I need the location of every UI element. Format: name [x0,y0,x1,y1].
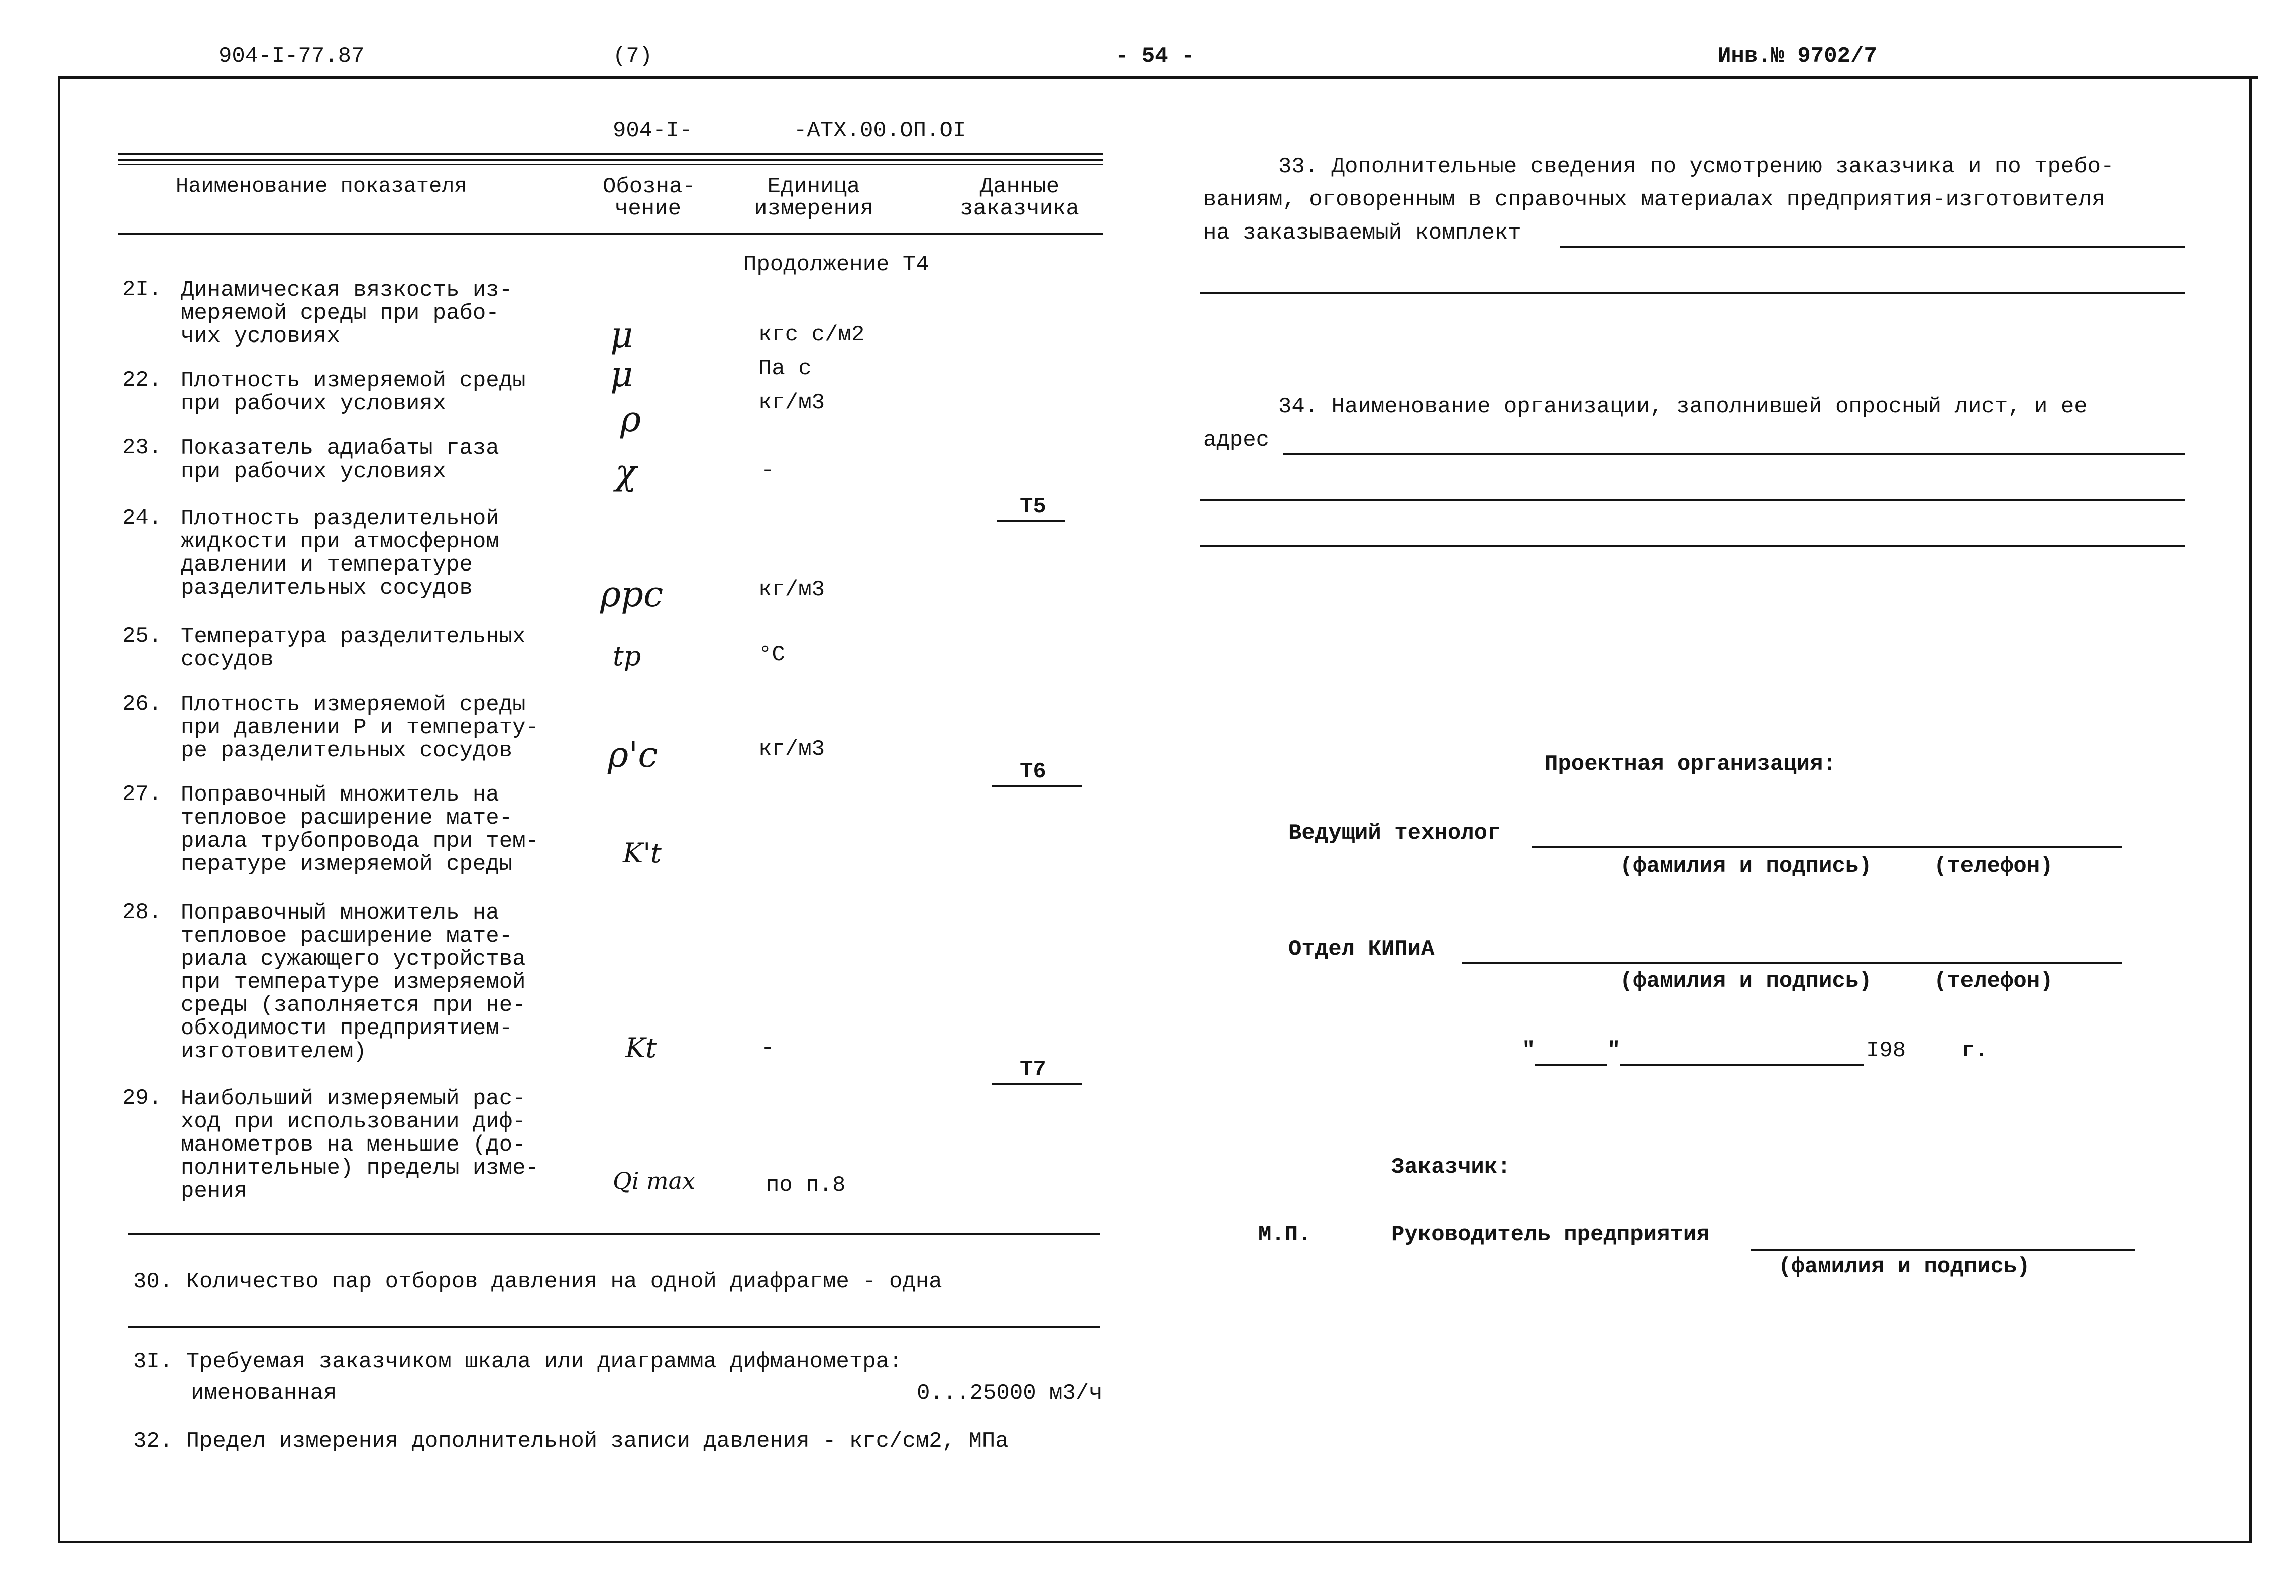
item-33-line2: ваниям, оговоренным в справочных материалах предприятия-изготовителя [1203,187,2105,212]
item-30: 30. Количество пар отборов давления на одной диафрагме - одна [133,1269,942,1294]
row-number: 24. [122,506,162,531]
kip-dept-line[interactable] [1462,962,2122,964]
table-rule-top2 [118,159,1103,161]
kip-sig-hint: (фамилия и подпись) [1620,969,1872,994]
inventory-number: Инв.№ 9702/7 [1718,44,1877,69]
row-text: Температура разделительных сосудов [181,624,526,672]
frame-bottom [58,1541,2252,1543]
item-31-range: 0...25000 м3/ч [917,1381,1103,1406]
customer-mark-t5: Т5 [1020,494,1046,519]
item-31-type: именованная [191,1381,337,1406]
continuation-label: Продолжение Т4 [743,252,929,277]
col-header-customer: Данные заказчика [960,174,1079,221]
frame-left [58,76,60,1543]
customer-title: Заказчик: [1391,1155,1511,1180]
customer-mark-t6: Т6 [1020,759,1046,784]
lead-phone-hint: (телефон) [1934,854,2053,879]
row-unit: кг/м3 [758,577,825,602]
kip-phone-hint: (телефон) [1934,969,2053,994]
row-text: Показатель адиабаты газа при рабочих условиях [181,436,499,484]
lead-technologist-line[interactable] [1532,846,2122,848]
row-number: 29. [122,1086,162,1111]
item-30-rule [128,1326,1100,1328]
col-header-name: Наименование показателя [176,174,467,198]
frame-top [58,76,2258,79]
table-rule-top1 [118,153,1103,155]
item-34-fill-line-2[interactable] [1200,499,2185,501]
head-sig-hint: (фамилия и подпись) [1778,1254,2030,1279]
customer-mark-t7: Т7 [1020,1057,1046,1082]
frame-right [2249,76,2252,1543]
row-unit: - [761,458,775,483]
row-number: 25. [122,624,162,649]
row-number: 2I. [122,277,162,302]
lead-sig-hint: (фамилия и подпись) [1620,854,1872,879]
stamp-code-prefix: 904-I- [613,118,693,143]
row-unit: кг/м3 [758,390,825,415]
item-34-fill-line[interactable] [1283,453,2185,455]
row-symbol: ρ [620,399,641,440]
stamp-place-label: М.П. [1258,1222,1311,1247]
row-unit: - [761,1036,775,1061]
row-text: Поправочный множитель на тепловое расширение мате- риала трубопровода при тем- пературе измеряемой среды [181,782,539,877]
row-text: Наибольший измеряемый рас- ход при использовании диф- манометров на меньшие (до- полнительные) пределы изме- рения [181,1086,539,1204]
row-symbol: Kt [625,1032,657,1064]
row-text: Поправочный множитель на тепловое расширение мате- риала сужающего устройства при температуре измеряемой среды (заполняется при не- обходимости предприятием- изготовителем) [181,900,526,1064]
table-rule-header-bottom [118,233,1103,235]
date-day-line[interactable] [1535,1064,1607,1066]
date-quote-close: " [1607,1038,1621,1063]
row-number: 26. [122,692,162,717]
item-32: 32. Предел измерения дополнительной записи давления - кгс/см2, МПа [133,1429,1009,1454]
row-number: 23. [122,435,162,461]
row-unit: по п.8 [766,1173,846,1198]
page-number: - 54 - [1115,44,1195,69]
row-symbol: χ [615,451,637,493]
row-number: 22. [122,368,162,393]
row-symbol: K't [623,837,662,869]
item-31-line1: 3I. Требуемая заказчиком шкала или диаграмма дифманометра: [133,1349,903,1375]
item-33-fill-line-2[interactable] [1200,292,2185,294]
customer-mark-t5-line [997,520,1065,522]
item-34-fill-line-3[interactable] [1200,545,2185,547]
row-text: Плотность измеряемой среды при давлении Р и температу- ре разделительных сосудов [181,692,539,763]
item-33-line1: 33. Дополнительные сведения по усмотрению заказчика и по требо- [1278,154,2114,179]
date-year: I98 [1866,1038,1906,1063]
col-header-symbol: Обозна- чение [603,174,696,221]
item-34-line2: адрес [1203,428,1270,453]
row-symbol: tр [613,640,641,672]
row-unit: °C [758,642,785,667]
row-unit: кгс с/м2 [758,322,865,348]
table-rule-bottom [128,1233,1100,1235]
date-quote-open: " [1522,1038,1536,1063]
head-of-enterprise-label: Руководитель предприятия [1391,1222,1710,1247]
date-year-suffix: г. [1961,1038,1988,1063]
row-symbol: μ [610,314,633,356]
lead-technologist-label: Ведущий технолог [1288,821,1501,846]
row-text: Динамическая вязкость из- меряемой среды при рабо- чих условиях [181,278,513,349]
customer-mark-t7-line [992,1083,1082,1085]
row-symbol: ρ'с [608,734,658,775]
doc-code: 904-I-77.87 [218,44,365,69]
row-unit: кг/м3 [758,737,825,762]
head-of-enterprise-line[interactable] [1751,1249,2135,1251]
row-symbol: Qi max [613,1167,696,1194]
sheet-number: (7) [613,44,653,69]
row-number: 28. [122,900,162,925]
kip-dept-label: Отдел КИПиА [1288,937,1435,962]
design-org-title: Проектная организация: [1545,752,1836,777]
col-header-unit: Единица измерения [754,174,873,221]
row-number: 27. [122,782,162,807]
row-symbol: μ [610,354,633,395]
row-text: Плотность измеряемой среды при рабочих условиях [181,368,526,416]
row-text: Плотность разделительной жидкости при атмосферном давлении и температуре разделительных сосудов [181,506,499,601]
date-month-line[interactable] [1620,1064,1864,1066]
stamp-code-suffix: -АТХ.00.ОП.ОI [794,118,966,143]
customer-mark-t6-line [992,785,1082,787]
item-34-line1: 34. Наименование организации, заполнившей опросный лист, и ее [1278,394,2088,419]
item-33-line3: на заказываемый комплект [1203,220,1521,246]
table-rule-top3 [118,164,1103,165]
item-33-fill-line[interactable] [1560,246,2185,248]
row-symbol: ρрс [600,574,664,615]
row-unit: Па с [758,356,812,381]
